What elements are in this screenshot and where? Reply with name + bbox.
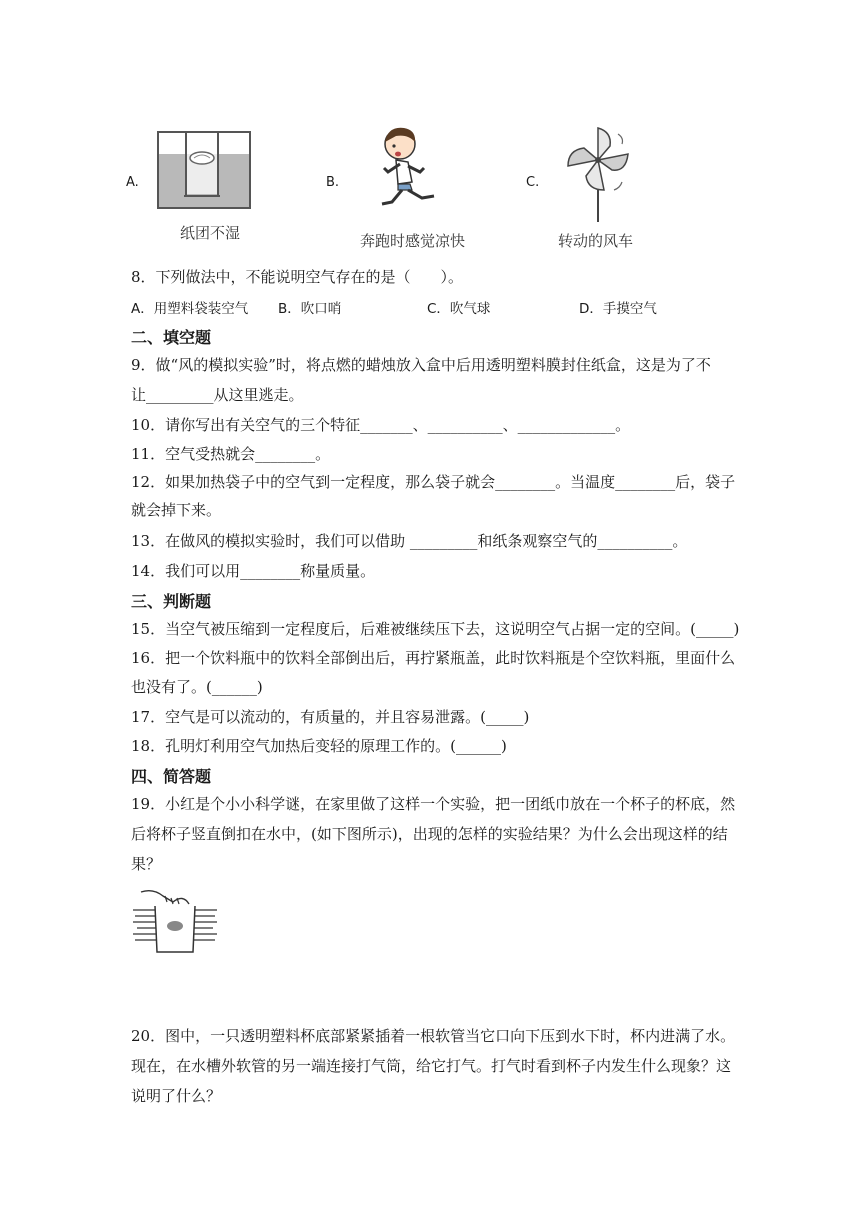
q14: 14．我们可以用________称量质量。 <box>131 562 376 580</box>
option-a-caption: 纸团不湿 <box>180 224 241 242</box>
section-heading-fill: 二、填空题 <box>131 328 212 347</box>
q16-line2: 也没有了。(______) <box>131 678 263 696</box>
q11: 11．空气受热就会________。 <box>131 445 331 463</box>
q18: 18．孔明灯利用空气加热后变轻的原理工作的。(______) <box>131 737 507 755</box>
option-b[interactable] <box>326 122 526 252</box>
q8-text: 8．下列做法中，不能说明空气存在的是（ ）。 <box>131 268 464 286</box>
q16-line1: 16．把一个饮料瓶中的饮料全部倒出后，再拧紧瓶盖，此时饮料瓶是个空饮料瓶，里面什么 <box>131 649 736 667</box>
q10: 10．请你写出有关空气的三个特征_______、__________、_____________。 <box>131 416 631 434</box>
q20-line2: 现在，在水槽外软管的另一端连接打气筒，给它打气。打气时看到杯子内发生什么现象？这 <box>131 1057 732 1075</box>
option-b-letter: B. <box>326 175 340 190</box>
q19-line1: 19．小红是个小小科学谜，在家里做了这样一个实验，把一团纸巾放在一个杯子的杯底，然 <box>131 795 736 813</box>
cup-pressed-into-water-icon <box>131 888 221 960</box>
q19-line2: 后将杯子竖直倒扣在水中，(如下图所示)，出现的怎样的实验结果？为什么会出现这样的结 <box>131 825 728 843</box>
q19-line3: 果？ <box>131 855 162 873</box>
option-c-caption: 转动的风车 <box>558 232 634 250</box>
q15: 15．当空气被压缩到一定程度后，后难被继续压下去，这说明空气占据一定的空间。(_____) <box>131 620 740 638</box>
q13: 13．在做风的模拟实验时，我们可以借助 _________和纸条观察空气的__________。 <box>131 532 688 550</box>
q8-choice-b[interactable]: B．吹口哨 <box>278 301 342 317</box>
section-heading-judge: 三、判断题 <box>131 592 212 611</box>
q8-choice-c[interactable]: C．吹气球 <box>427 301 491 317</box>
q20-line3: 说明了什么？ <box>131 1087 222 1105</box>
q8-choice-d[interactable]: D．手摸空气 <box>579 301 657 317</box>
q17: 17．空气是可以流动的，有质量的，并且容易泄露。(_____) <box>131 708 530 726</box>
inverted-cup-in-water-icon <box>156 130 252 210</box>
option-a[interactable] <box>126 122 326 252</box>
q8-choice-a[interactable]: A．用塑料袋装空气 <box>131 301 249 317</box>
option-a-letter: A. <box>126 175 139 190</box>
section-heading-short: 四、简答题 <box>131 767 212 786</box>
option-c-letter: C. <box>526 175 540 190</box>
q9-line2: 让_________从这里逃走。 <box>131 386 304 404</box>
q12-line2: 就会掉下来。 <box>131 501 222 519</box>
q7-options <box>126 122 686 252</box>
q9-line1: 9．做“风的模拟实验”时，将点燃的蜡烛放入盒中后用透明塑料膜封住纸盒，这是为了不 <box>131 356 711 374</box>
option-b-caption: 奔跑时感觉凉快 <box>360 232 466 250</box>
pinwheel-icon <box>562 124 634 224</box>
option-c[interactable] <box>526 122 696 252</box>
q20-line1: 20．图中，一只透明塑料杯底部紧紧插着一根软管当它口向下压到水下时，杯内进满了水。 <box>131 1027 736 1045</box>
q12-line1: 12．如果加热袋子中的空气到一定程度，那么袋子就会________。当温度________后，袋子 <box>131 473 736 491</box>
running-boy-icon <box>374 124 454 214</box>
